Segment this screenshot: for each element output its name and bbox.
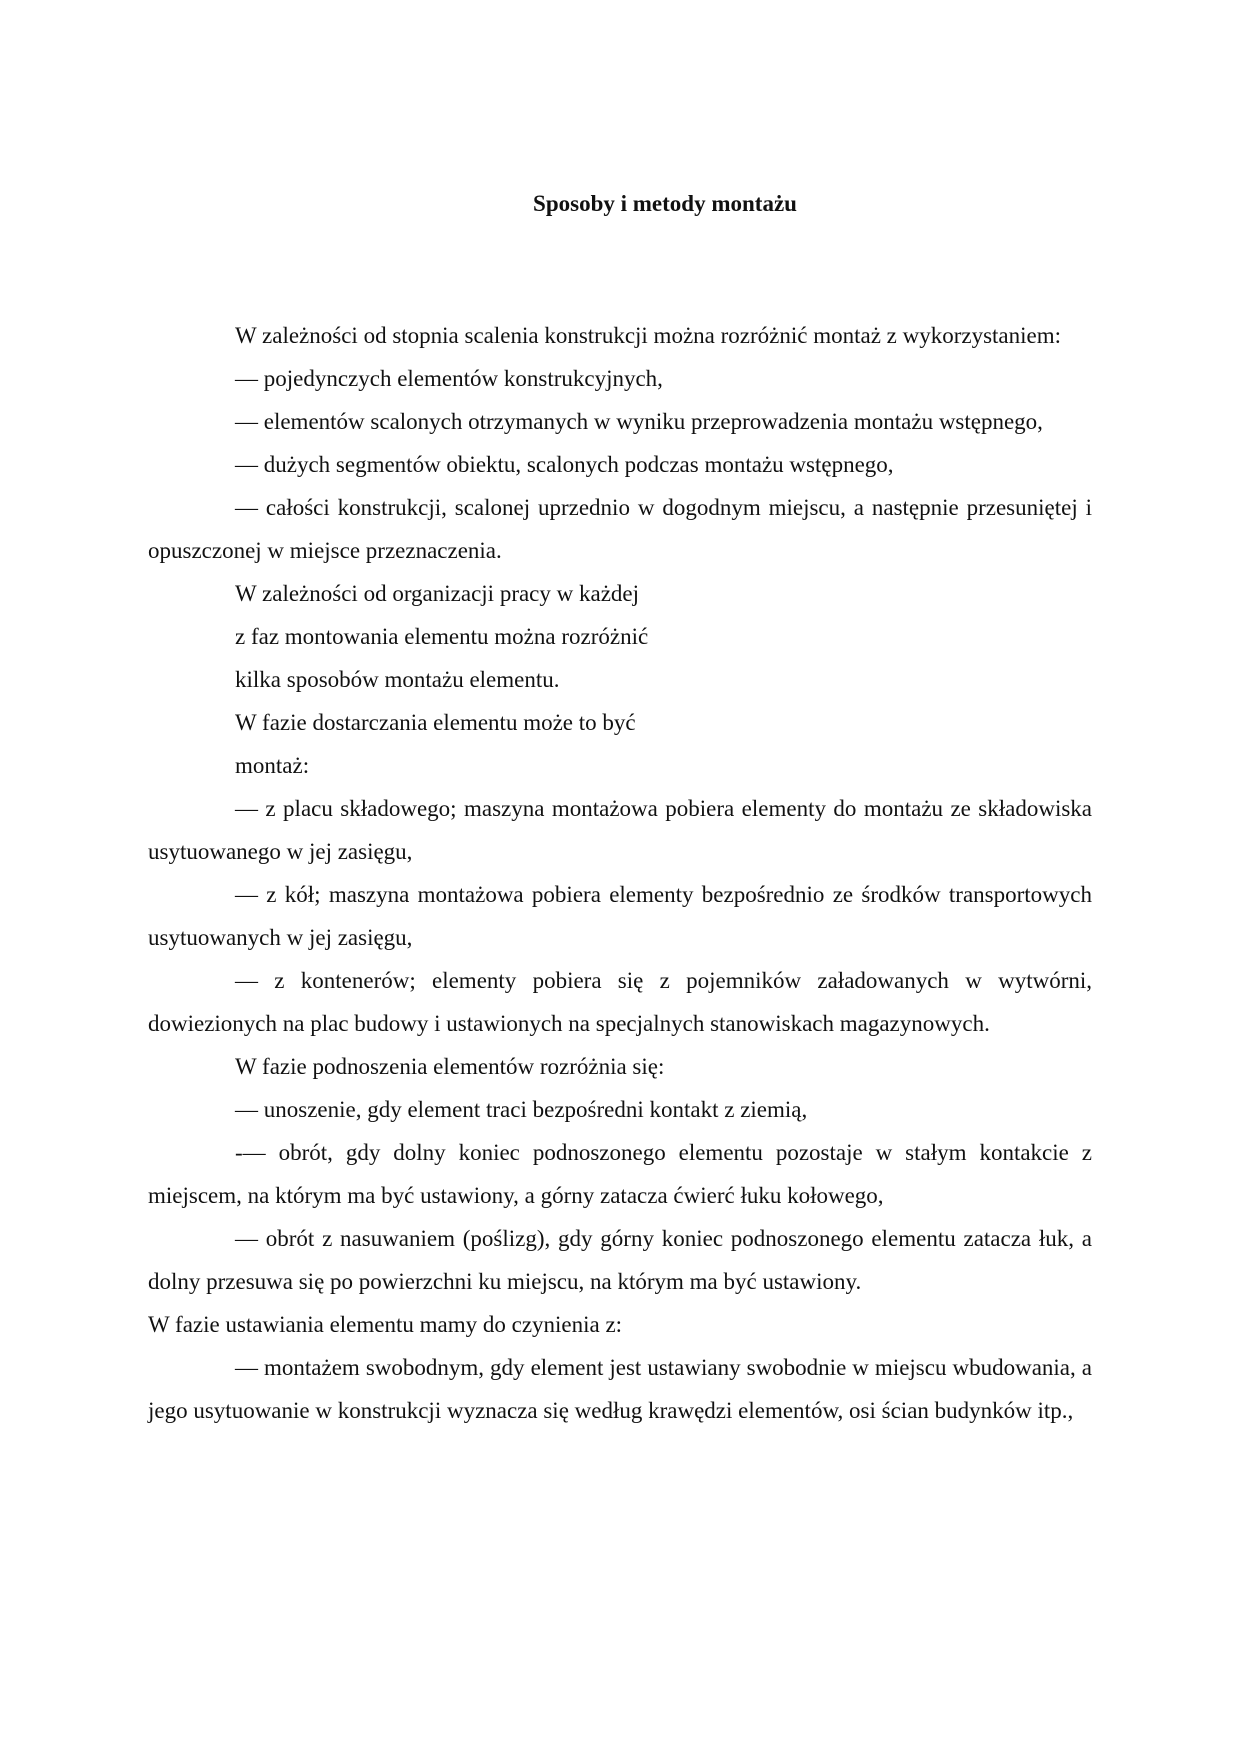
paragraph-intro: W zależności od stopnia scalenia konstrukcji można rozróżnić montaż z wykorzystaniem: (235, 323, 1062, 348)
text-line: kilka sposobów montażu elementu. (235, 667, 560, 692)
list-item: — montażem swobodnym, gdy element jest ustawiany swobodnie w miejscu wbudowania, a jego usytuowanie w konstrukcji wyznacza się według krawędzi elementów, osi ścian budynków itp., (148, 1355, 1092, 1423)
list-item: — z placu składowego; maszyna montażowa pobiera elementy do montażu ze składowiska usytuowanego w jej zasięgu, (148, 796, 1092, 864)
list-item: — dużych segmentów obiektu, scalonych podczas montażu wstępnego, (235, 452, 894, 477)
document-body (148, 314, 1092, 1432)
list-item: — z kół; maszyna montażowa pobiera elementy bezpośrednio ze środków transportowych usytuowanych w jej zasięgu, (148, 882, 1092, 950)
list-item: -— obrót, gdy dolny koniec podnoszonego elementu pozostaje w stałym kontakcie z miejscem, na którym ma być ustawiony, a górny zatacza ćwierć łuku kołowego, (148, 1140, 1092, 1208)
list-item: — elementów scalonych otrzymanych w wyniku przeprowadzenia montażu wstępnego, (235, 409, 1043, 434)
text-line: W fazie dostarczania elementu może to być (235, 710, 636, 735)
document-title: Sposoby i metody montażu (533, 191, 797, 216)
list-item: — pojedynczych elementów konstrukcyjnych, (235, 366, 663, 391)
text-line: montaż: (235, 753, 310, 778)
section-intro: W fazie podnoszenia elementów rozróżnia się: (235, 1054, 665, 1079)
section-intro: W fazie ustawiania elementu mamy do czynienia z: (148, 1312, 623, 1337)
text-line: z faz montowania elementu można rozróżnić (235, 624, 649, 649)
list-item: — obrót z nasuwaniem (poślizg), gdy górny koniec podnoszonego elementu zatacza łuk, a dolny przesuwa się po powierzchni ku miejscu, na którym ma być ustawiony. (148, 1226, 1092, 1294)
list-item: — z kontenerów; elementy pobiera się z pojemników załadowanych w wytwórni, dowiezionych na plac budowy i ustawionych na specjalnych stanowiskach magazynowych. (148, 968, 1092, 1036)
list-item: — całości konstrukcji, scalonej uprzednio w dogodnym miejscu, a następnie przesuniętej i opuszczonej w miejsce przeznaczenia. (148, 495, 1092, 563)
text-line: W zależności od organizacji pracy w każdej (235, 581, 640, 606)
list-item: — unoszenie, gdy element traci bezpośredni kontakt z ziemią, (235, 1097, 808, 1122)
